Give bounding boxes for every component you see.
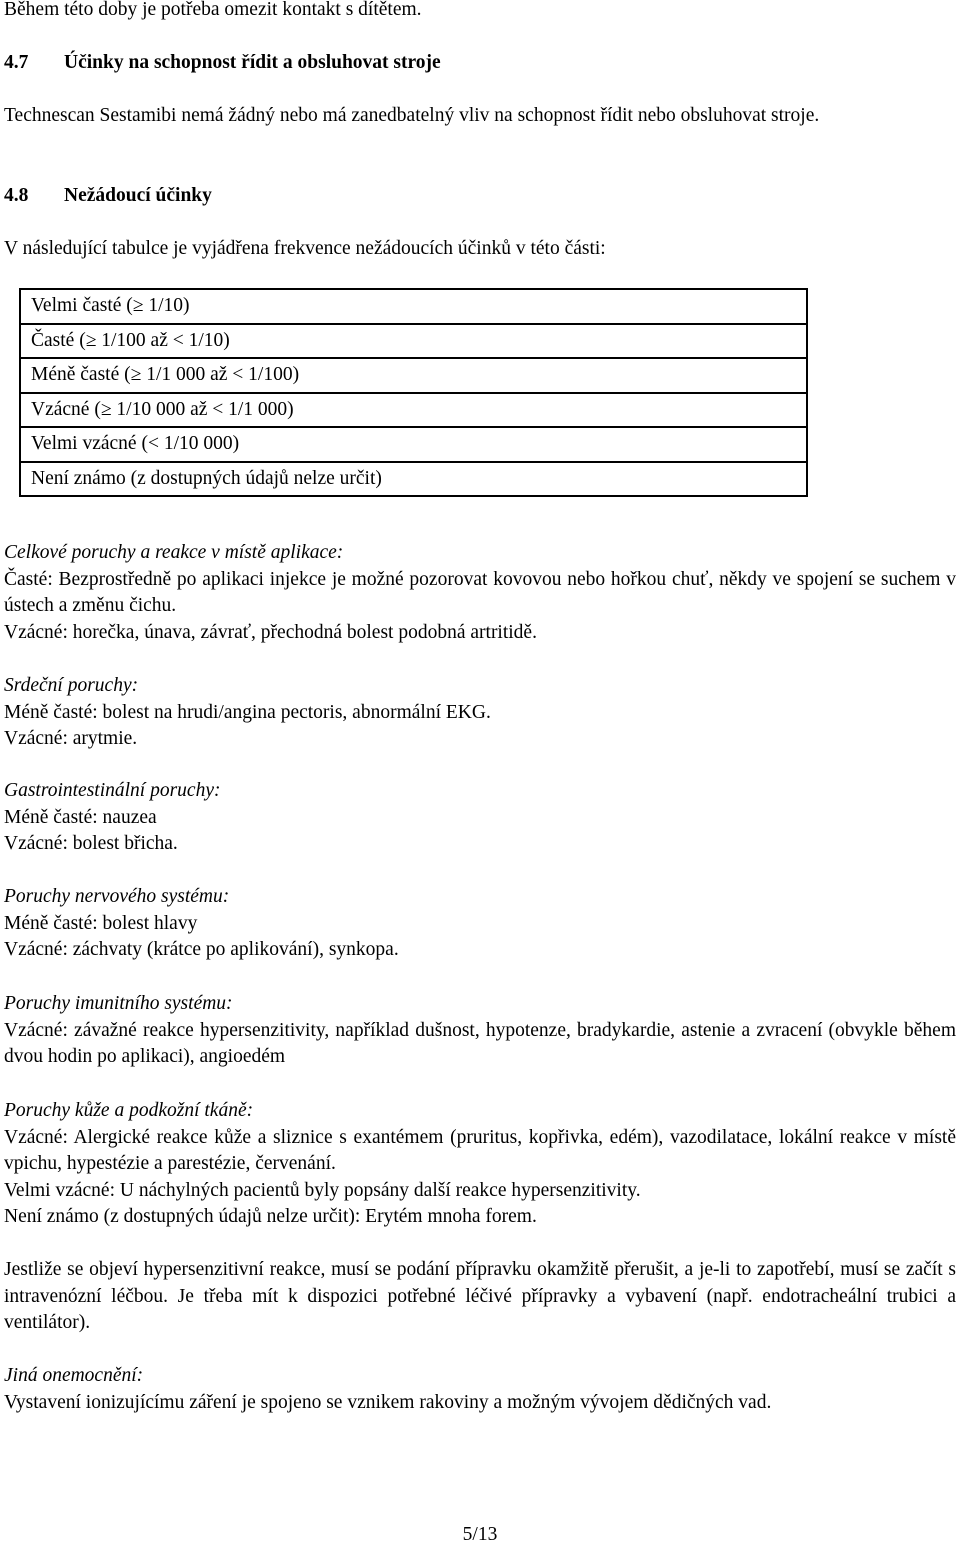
group-title: Celkové poruchy a reakce v místě aplikace: — [4, 542, 344, 563]
group-line: Vzácné: záchvaty (krátce po aplikování), synkopa. — [4, 939, 399, 960]
group-line: Vzácné: horečka, únava, závrať, přechodná bolest podobná artritidě. — [4, 621, 537, 643]
table-cell: Časté (≥ 1/100 až < 1/10) — [20, 324, 807, 359]
immune-system-disorders-group — [4, 991, 956, 1071]
group-title: Poruchy imunitního systému: — [4, 993, 233, 1014]
table-row — [20, 427, 807, 462]
section-4-7-number: 4.7 — [4, 52, 29, 73]
group-line: Méně časté: bolest hlavy — [4, 912, 198, 934]
intro-line: Během této doby je potřeba omezit kontakt s dítětem. — [4, 0, 422, 20]
section-4-7-heading — [4, 50, 956, 77]
section-4-8-number: 4.8 — [4, 185, 29, 206]
group-line: Není známo (z dostupných údajů nelze určit): Erytém mnoha forem. — [4, 1206, 537, 1227]
general-disorders-group — [4, 540, 956, 646]
table-row — [20, 289, 807, 324]
frequency-table — [19, 288, 808, 497]
table-cell: Velmi časté (≥ 1/10) — [20, 289, 807, 324]
group-line: Vystavení ionizujícímu záření je spojeno se vznikem rakoviny a možným vývojem dědičných vad. — [4, 1391, 772, 1413]
group-title: Poruchy nervového systému: — [4, 886, 230, 907]
section-4-7-body: Technescan Sestamibi nemá žádný nebo má zanedbatelný vliv na schopnost řídit nebo obsluhovat stroje. — [4, 105, 820, 126]
group-title: Srdeční poruchy: — [4, 675, 139, 696]
section-4-8-title: Nežádoucí účinky — [64, 185, 212, 206]
group-line: Vzácné: arytmie. — [4, 728, 138, 749]
table-row — [20, 324, 807, 359]
section-4-7-title: Účinky na schopnost řídit a obsluhovat stroje — [64, 52, 441, 73]
group-line: Méně časté: bolest na hrudi/angina pectoris, abnormální EKG. — [4, 701, 491, 723]
table-row — [20, 358, 807, 393]
hypersensitivity-note: Jestliže se objeví hypersenzitivní reakce, musí se podání přípravku okamžitě přerušit, a je-li to zapotřebí, musí se začít s intravenózní léčbou. Je třeba mít k dispozici potřebné léčivé přípravky a vybavení (např. endotracheální trubici a ventilátor). — [4, 1259, 956, 1333]
group-title: Gastrointestinální poruchy: — [4, 780, 221, 801]
section-4-8-intro: V následující tabulce je vyjádřena frekvence nežádoucích účinků v této části: — [4, 238, 606, 259]
page-number: 5/13 — [462, 1524, 498, 1545]
group-line: Méně časté: nauzea — [4, 806, 157, 828]
table-cell: Velmi vzácné (< 1/10 000) — [20, 427, 807, 462]
group-title: Jiná onemocnění: — [4, 1365, 144, 1386]
section-4-8-heading — [4, 183, 956, 210]
table-cell: Méně časté (≥ 1/1 000 až < 1/100) — [20, 358, 807, 393]
gastrointestinal-disorders-group — [4, 778, 956, 858]
group-line: Vzácné: bolest břicha. — [4, 833, 178, 854]
other-disorders-group — [4, 1363, 956, 1416]
group-line: Časté: Bezprostředně po aplikaci injekce je možné pozorovat kovovou nebo hořkou chuť, někdy ve spojení se suchem v ústech a změnu čichu. — [4, 568, 956, 616]
group-title: Poruchy kůže a podkožní tkáně: — [4, 1100, 254, 1121]
table-row — [20, 462, 807, 497]
table-cell: Vzácné (≥ 1/10 000 až < 1/1 000) — [20, 393, 807, 428]
group-line: Vzácné: Alergické reakce kůže a sliznice s exantémem (pruritus, kopřivka, edém), vazodilatace, lokální reakce v místě vpichu, hypestézie a parestézie, červenání. — [4, 1126, 956, 1174]
table-cell: Není známo (z dostupných údajů nelze určit) — [20, 462, 807, 497]
table-row — [20, 393, 807, 428]
group-line: Velmi vzácné: U náchylných pacientů byly popsány další reakce hypersenzitivity. — [4, 1179, 641, 1201]
skin-disorders-group — [4, 1098, 956, 1231]
cardiac-disorders-group — [4, 673, 956, 753]
group-line: Vzácné: závažné reakce hypersenzitivity, například dušnost, hypotenze, bradykardie, astenie a zvracení (obvykle během dvou hodin po aplikaci), angioedém — [4, 1019, 956, 1067]
nervous-system-disorders-group — [4, 884, 956, 964]
